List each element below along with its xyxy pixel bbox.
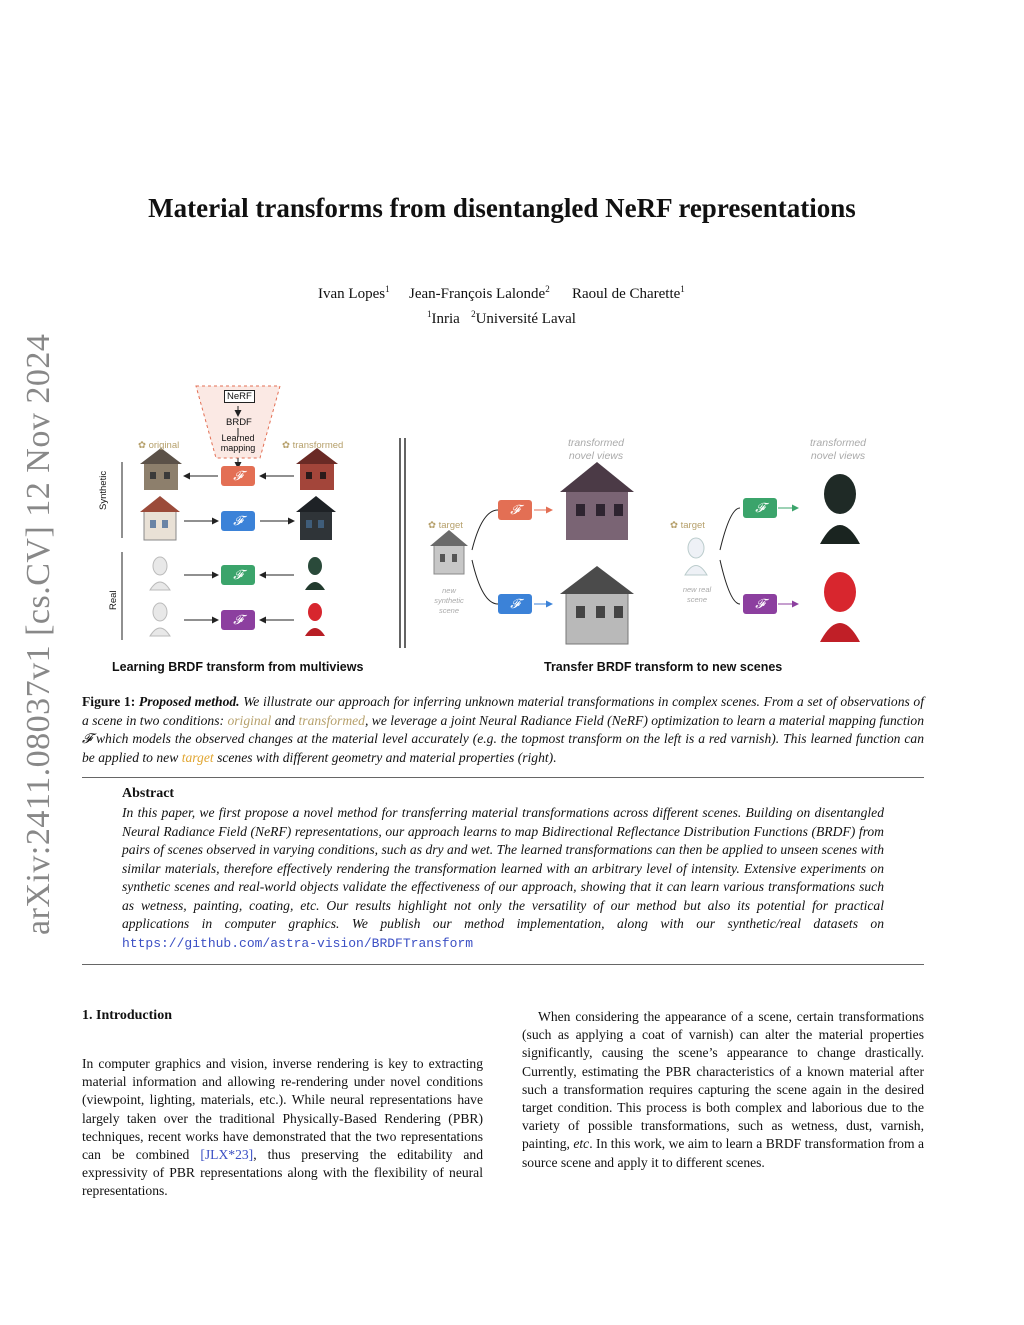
caption-and: and xyxy=(274,712,296,728)
affil-num: 1 xyxy=(427,309,432,319)
author-aff: 1 xyxy=(680,284,685,294)
thumb-novel-house-blue xyxy=(560,566,634,644)
abstract-text: In this paper, we first propose a novel method for transferring material transformations across different scenes. Building on disentangled Neural Radiance Field (NeRF) representations, our approach learns to map Bidirectional Reflectance Distribution Functions (BRDF) from pairs of scenes observed in varying conditions, such as dry and wet. The learned transformations can then be applied to unseen scenes with similar materials, therefore effectively rendering the transformation learned with an arbitrary level of intensity. Extensive experiments on synthetic scenes and real-world objects validate the effectiveness of our approach, showing that it can learn various transformations such as wetness, painting, coating, etc. Our results highlight not only the versatility of our method but also its potential for practical applications in computer graphics. We publish our method implementation, along with our synthetic/real datasets on xyxy=(122,805,884,931)
sparkle-icon: ✿ xyxy=(282,440,290,451)
caption-original: original xyxy=(227,712,272,728)
transformed-text: transformed xyxy=(292,440,344,451)
author-aff: 1 xyxy=(385,284,390,294)
affil-name: Inria xyxy=(431,311,460,327)
target-text: target xyxy=(438,520,463,531)
github-link[interactable]: https://github.com/astra-vision/BRDFTransform xyxy=(122,935,474,951)
author-name: Raoul de Charette xyxy=(572,286,681,302)
novel-views-label-2: transformed novel views xyxy=(809,437,867,462)
thumb-original-house-2 xyxy=(140,496,180,540)
thumb-original-bust-2 xyxy=(150,603,170,636)
intro-left-column xyxy=(82,1055,483,1201)
original-label xyxy=(138,440,179,451)
author-name: Ivan Lopes xyxy=(318,286,386,302)
thumb-novel-bust-green xyxy=(820,474,860,544)
caption-text-3: which models the observed changes at the material level accurately (e.g. the topmost transform on the left is a red varnish). This learned function can be applied to new xyxy=(82,731,925,765)
right-panel-caption: Transfer BRDF transform to new scenes xyxy=(544,660,783,674)
f-box-blue-right: 𝓕 xyxy=(498,594,532,614)
caption-text-2: , we leverage a joint Neural Radiance Field (NeRF) optimization to learn a material mapping function xyxy=(364,712,924,728)
caption-text-1: We illustrate our approach for inferring unknown material transformations in complex scenes. From a set of observations of a scene in two conditions: xyxy=(82,694,925,728)
synthetic-label: Synthetic xyxy=(98,470,109,510)
citation-link[interactable]: [JLX*23] xyxy=(200,1147,254,1163)
new-real-scene-label: new real scene xyxy=(682,585,712,604)
original-text: original xyxy=(148,440,180,451)
divider-top xyxy=(82,777,924,778)
intro-left-text-2: , thus preserving the editability and expressivity of PBR representations along with the flexibility of neural representations. xyxy=(82,1147,483,1199)
thumb-transformed-bust-2 xyxy=(305,603,325,636)
thumb-target-bust xyxy=(685,538,707,575)
f-box-blue: 𝓕 xyxy=(221,511,255,531)
thumb-original-house-1 xyxy=(140,448,182,490)
thumb-transformed-bust-1 xyxy=(305,557,325,590)
section-heading-introduction: 1. Introduction xyxy=(82,1008,172,1023)
brdf-label: BRDF xyxy=(226,417,252,428)
thumb-transformed-house-1 xyxy=(296,448,338,490)
thumb-transformed-house-2 xyxy=(296,496,336,540)
f-box-orange-right: 𝓕 xyxy=(498,500,532,520)
intro-right-text-2: . In this work, we aim to learn a BRDF transformation from a source scene and apply it to different scenes. xyxy=(522,1136,924,1170)
caption-label: Figure 1: xyxy=(82,694,136,709)
f-box-purple: 𝓕 xyxy=(221,610,255,630)
author-1 xyxy=(318,284,390,303)
abstract-heading: Abstract xyxy=(122,786,175,801)
caption-lead: Proposed method. xyxy=(138,694,240,709)
sparkle-icon: ✿ xyxy=(428,520,436,531)
new-synthetic-scene-label: new synthetic scene xyxy=(434,586,464,615)
thumb-original-bust-1 xyxy=(150,557,170,590)
f-box-orange: 𝓕 xyxy=(221,466,255,486)
novel-views-label-1: transformed novel views xyxy=(567,437,625,462)
learned-mapping-label: Learned mapping xyxy=(220,433,256,453)
intro-right-text-1: When considering the appearance of a scene, certain transformations (such as applying a coat of varnish) can alter the material properties significantly, causing the scene’s appearance to change drastically. Currently, estimating the PBR characteristics of a known material after such a transformation requires capturing the scene again in the desired target condition. This process is both complex and laborious due to the variety of possible transformations, such as wetness, dust, varnish, painting, xyxy=(522,1009,924,1152)
f-box-green-right: 𝓕 xyxy=(743,498,777,518)
transformed-label xyxy=(282,440,343,451)
target-text: target xyxy=(680,520,705,531)
target-label-2 xyxy=(670,520,705,531)
affil-num: 2 xyxy=(471,309,476,319)
caption-f: 𝓕 xyxy=(82,731,93,746)
abstract-body xyxy=(122,804,884,953)
arxiv-stamp: arXiv:2411.08037v1 [cs.CV] 12 Nov 2024 xyxy=(20,333,57,935)
intro-right-etc: etc xyxy=(573,1136,590,1152)
caption-text-4: scenes with different geometry and material properties (right). xyxy=(217,749,557,765)
sparkle-icon: ✿ xyxy=(138,440,146,451)
real-label: Real xyxy=(108,590,119,610)
f-box-green: 𝓕 xyxy=(221,565,255,585)
paper-title: Material transforms from disentangled NeRF representations xyxy=(148,193,856,223)
author-3 xyxy=(572,284,685,303)
figure-caption xyxy=(82,693,924,767)
f-box-purple-right: 𝓕 xyxy=(743,594,777,614)
author-name: Jean-François Lalonde xyxy=(409,286,546,302)
divider-bottom xyxy=(82,964,924,965)
intro-left-text-1: In computer graphics and vision, inverse rendering is key to extracting material information and allowing re-rendering under novel conditions (viewpoint, lighting, materials, etc.). While neural representations have largely taken over the traditional Physically-Based Rendering (PBR) techniques, recent works have demonstrated that the two representations can be combined xyxy=(82,1056,483,1163)
author-2 xyxy=(409,284,550,303)
intro-right-column xyxy=(522,1008,924,1172)
affiliations xyxy=(427,309,576,328)
caption-target: target xyxy=(181,749,214,765)
left-panel-caption: Learning BRDF transform from multiviews xyxy=(112,660,364,674)
figure-1 xyxy=(100,380,930,680)
caption-transformed: transformed xyxy=(298,712,365,728)
thumb-target-house xyxy=(430,530,468,574)
affil-name: Université Laval xyxy=(475,311,576,327)
author-aff: 2 xyxy=(545,284,550,294)
target-label-1 xyxy=(428,520,463,531)
nerf-label: NeRF xyxy=(224,390,255,403)
thumb-novel-house-orange xyxy=(560,462,634,540)
thumb-novel-bust-purple xyxy=(820,572,860,642)
sparkle-icon: ✿ xyxy=(670,520,678,531)
